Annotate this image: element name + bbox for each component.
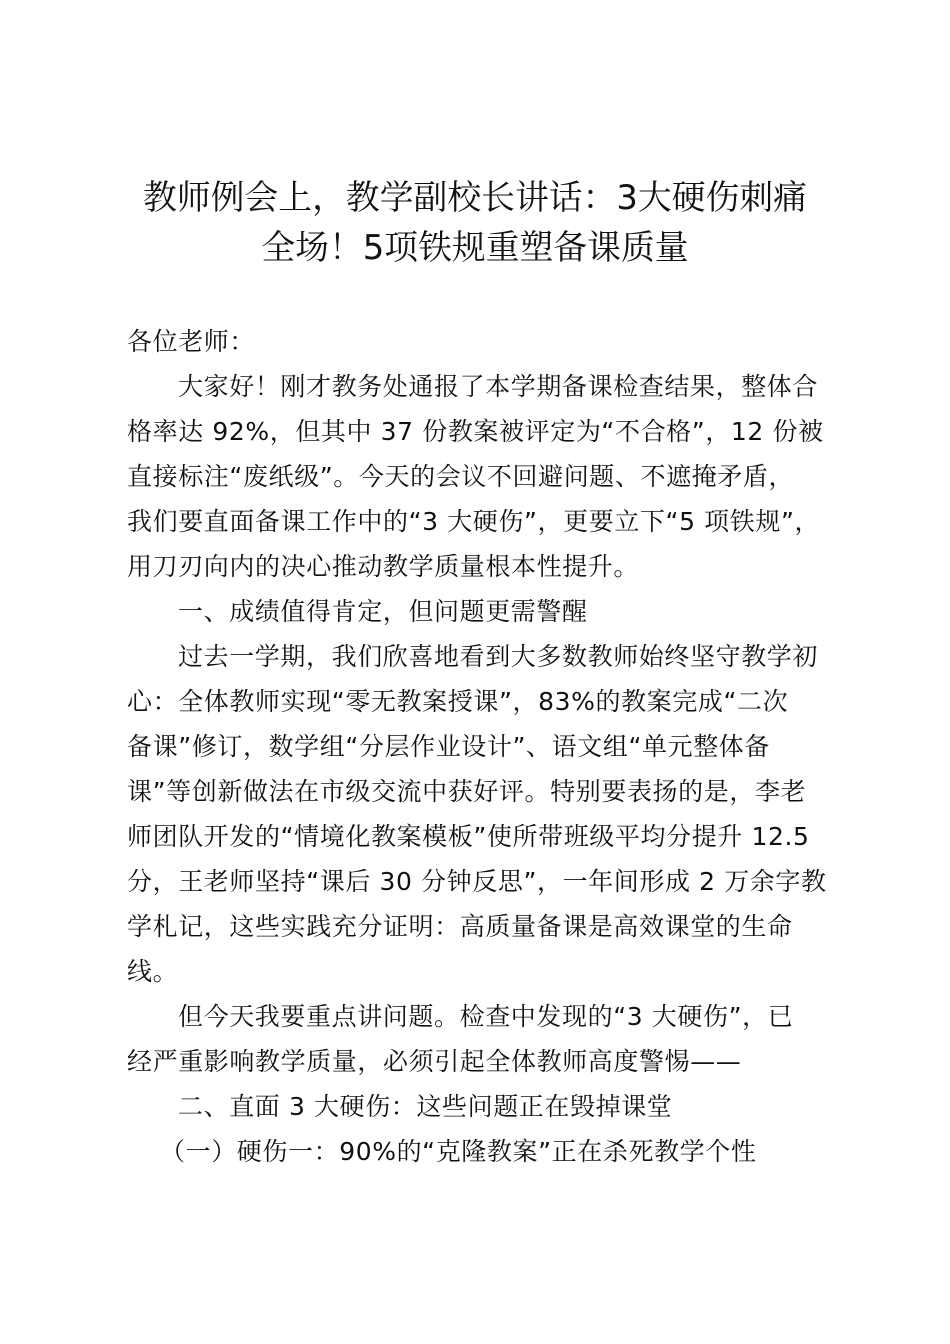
paragraph-line: 师团队开发的“情境化教案模板”使所带班级平均分提升 12.5: [127, 822, 810, 851]
paragraph-line: 分，王老师坚持“课后 30 分钟反思”，一年间形成 2 万余字教: [127, 867, 827, 896]
paragraph-line: 过去一学期，我们欣喜地看到大多数教师始终坚守教学初: [178, 642, 819, 671]
salutation: 各位老师：: [127, 327, 256, 356]
paragraph-line: 但今天我要重点讲问题。检查中发现的“3 大硬伤”，已: [178, 1002, 794, 1031]
paragraph-line: 大家好！刚才教务处通报了本学期备课检查结果，整体合: [178, 372, 819, 401]
subsection-heading: （一）硬伤一：90%的“克隆教案”正在杀死教学个性: [160, 1137, 757, 1166]
paragraph-line: 学札记，这些实践充分证明：高质量备课是高效课堂的生命: [127, 912, 793, 941]
section-heading: 二、直面 3 大硬伤：这些问题正在毁掉课堂: [178, 1092, 673, 1121]
paragraph-line: 备课”修订，数学组“分层作业设计”、语文组“单元整体备: [127, 732, 771, 761]
paragraph-line: 直接标注“废纸级”。今天的会议不回避问题、不遮掩矛盾，: [127, 462, 795, 491]
paragraph-line: 用刀刃向内的决心推动教学质量根本性提升。: [127, 552, 640, 581]
paragraph-line: 经严重影响教学质量，必须引起全体教师高度警惕——: [127, 1047, 742, 1076]
paragraph-line: 格率达 92%，但其中 37 份教案被评定为“不合格”，12 份被: [127, 417, 824, 446]
paragraph-line: 线。: [127, 957, 179, 986]
paragraph-line: 课”等创新做法在市级交流中获好评。特别要表扬的是，李老: [127, 777, 807, 806]
paragraph-line: 我们要直面备课工作中的“3 大硬伤”，更要立下“5 项铁规”，: [127, 507, 821, 536]
section-heading: 一、成绩值得肯定，但问题更需警醒: [178, 597, 588, 626]
document-title-line-1: 教师例会上，教学副校长讲话：3大硬伤刺痛: [143, 178, 807, 217]
document-title-line-2: 全场！5项铁规重塑备课质量: [261, 228, 689, 267]
paragraph-line: 心：全体教师实现“零无教案授课”，83%的教案完成“二次: [127, 687, 789, 716]
